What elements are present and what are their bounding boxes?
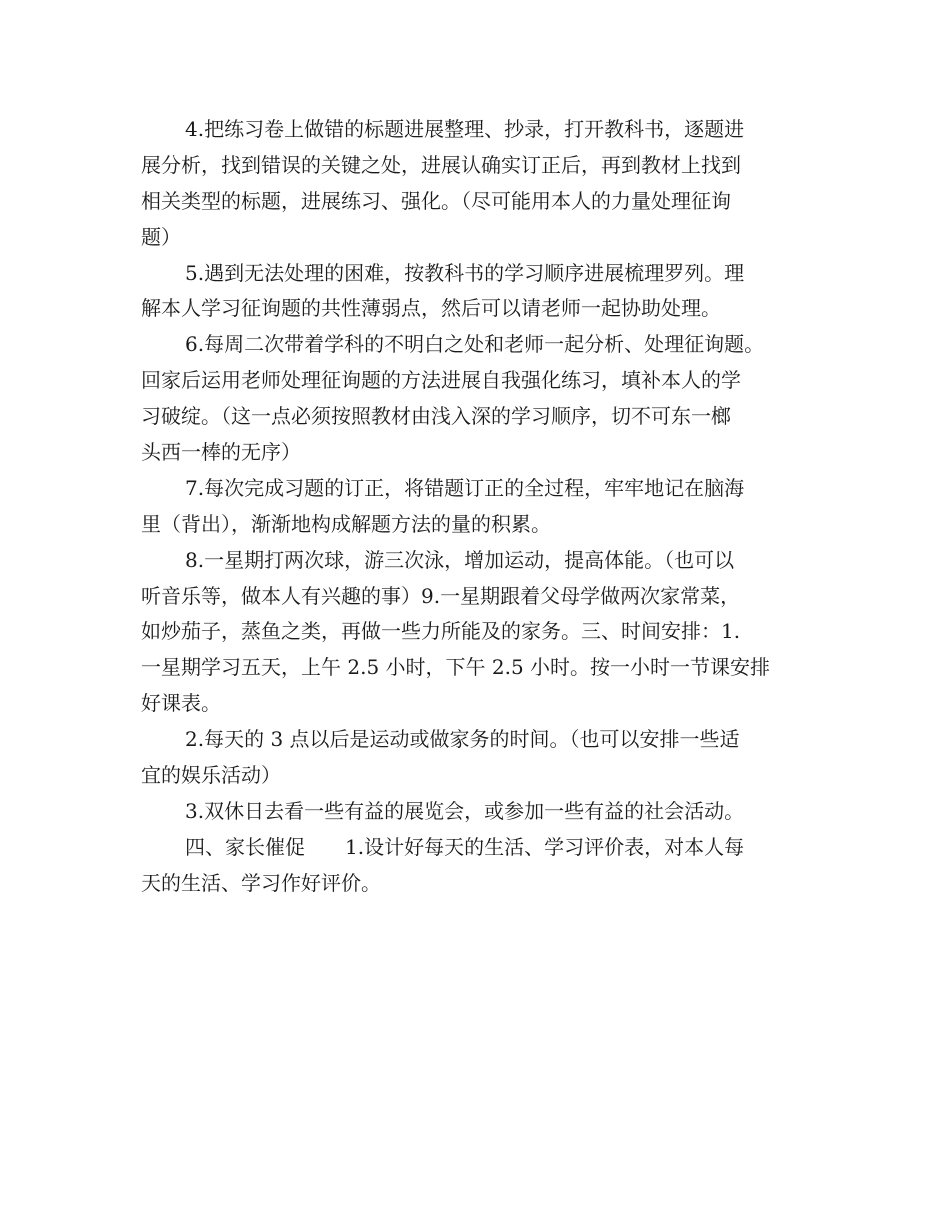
paragraph-8-line-1: 8.一星期打两次球，游三次泳，增加运动，提高体能。（也可以 [185, 547, 735, 572]
paragraph-4-line-4: 题） [141, 224, 181, 249]
paragraph-5-line-2: 解本人学习征询题的共性薄弱点，然后可以请老师一起协助处理。 [141, 296, 721, 321]
paragraph-8-line-2: 听音乐等，做本人有兴趣的事）9.一星期跟着父母学做两次家常菜， [141, 583, 741, 608]
paragraph-8-line-3: 如炒茄子，蒸鱼之类，再做一些力所能及的家务。三、时间安排：1. [141, 619, 741, 644]
section-4-line-1: 四、家长催促 1.设计好每天的生活、学习评价表，对本人每 [185, 834, 745, 859]
section-4-line-2: 天的生活、学习作好评价。 [141, 870, 381, 895]
paragraph-5-line-1: 5.遇到无法处理的困难，按教科书的学习顺序进展梳理罗列。理 [185, 260, 745, 285]
paragraph-8-line-4: 一星期学习五天，上午 2.5 小时，下午 2.5 小时。按一小时一节课安排 [141, 655, 771, 680]
paragraph-time-3-line-1: 3.双休日去看一些有益的展览会，或参加一些有益的社会活动。 [185, 798, 745, 823]
paragraph-6-line-2: 回家后运用老师处理征询题的方法进展自我强化练习，填补本人的学 [141, 368, 741, 393]
paragraph-8-line-5: 好课表。 [141, 691, 221, 716]
paragraph-4-line-2: 展分析，找到错误的关键之处，进展认确实订正后，再到教材上找到 [141, 152, 741, 177]
paragraph-4-line-1: 4.把练习卷上做错的标题进展整理、抄录，打开教科书，逐题进 [185, 117, 745, 141]
paragraph-6-line-1: 6.每周二次带着学科的不明白之处和老师一起分析、处理征询题。 [185, 332, 765, 357]
paragraph-4-line-3: 相关类型的标题，进展练习、强化。（尽可能用本人的力量处理征询 [141, 188, 731, 213]
paragraph-6-line-3: 习破绽。（这一点必须按照教材由浅入深的学习顺序，切不可东一榔 [141, 404, 731, 429]
document-body [141, 112, 821, 902]
paragraph-7-line-2: 里（背出），渐渐地构成解题方法的量的积累。 [141, 511, 551, 536]
paragraph-time-2-line-1: 2.每天的 3 点以后是运动或做家务的时间。（也可以安排一些适 [185, 727, 740, 752]
paragraph-6-line-4: 头西一棒的无序） [141, 440, 301, 465]
paragraph-7-line-1: 7.每次完成习题的订正，将错题订正的全过程，牢牢地记在脑海 [185, 475, 745, 500]
paragraph-time-2-line-2: 宜的娱乐活动） [141, 763, 281, 788]
